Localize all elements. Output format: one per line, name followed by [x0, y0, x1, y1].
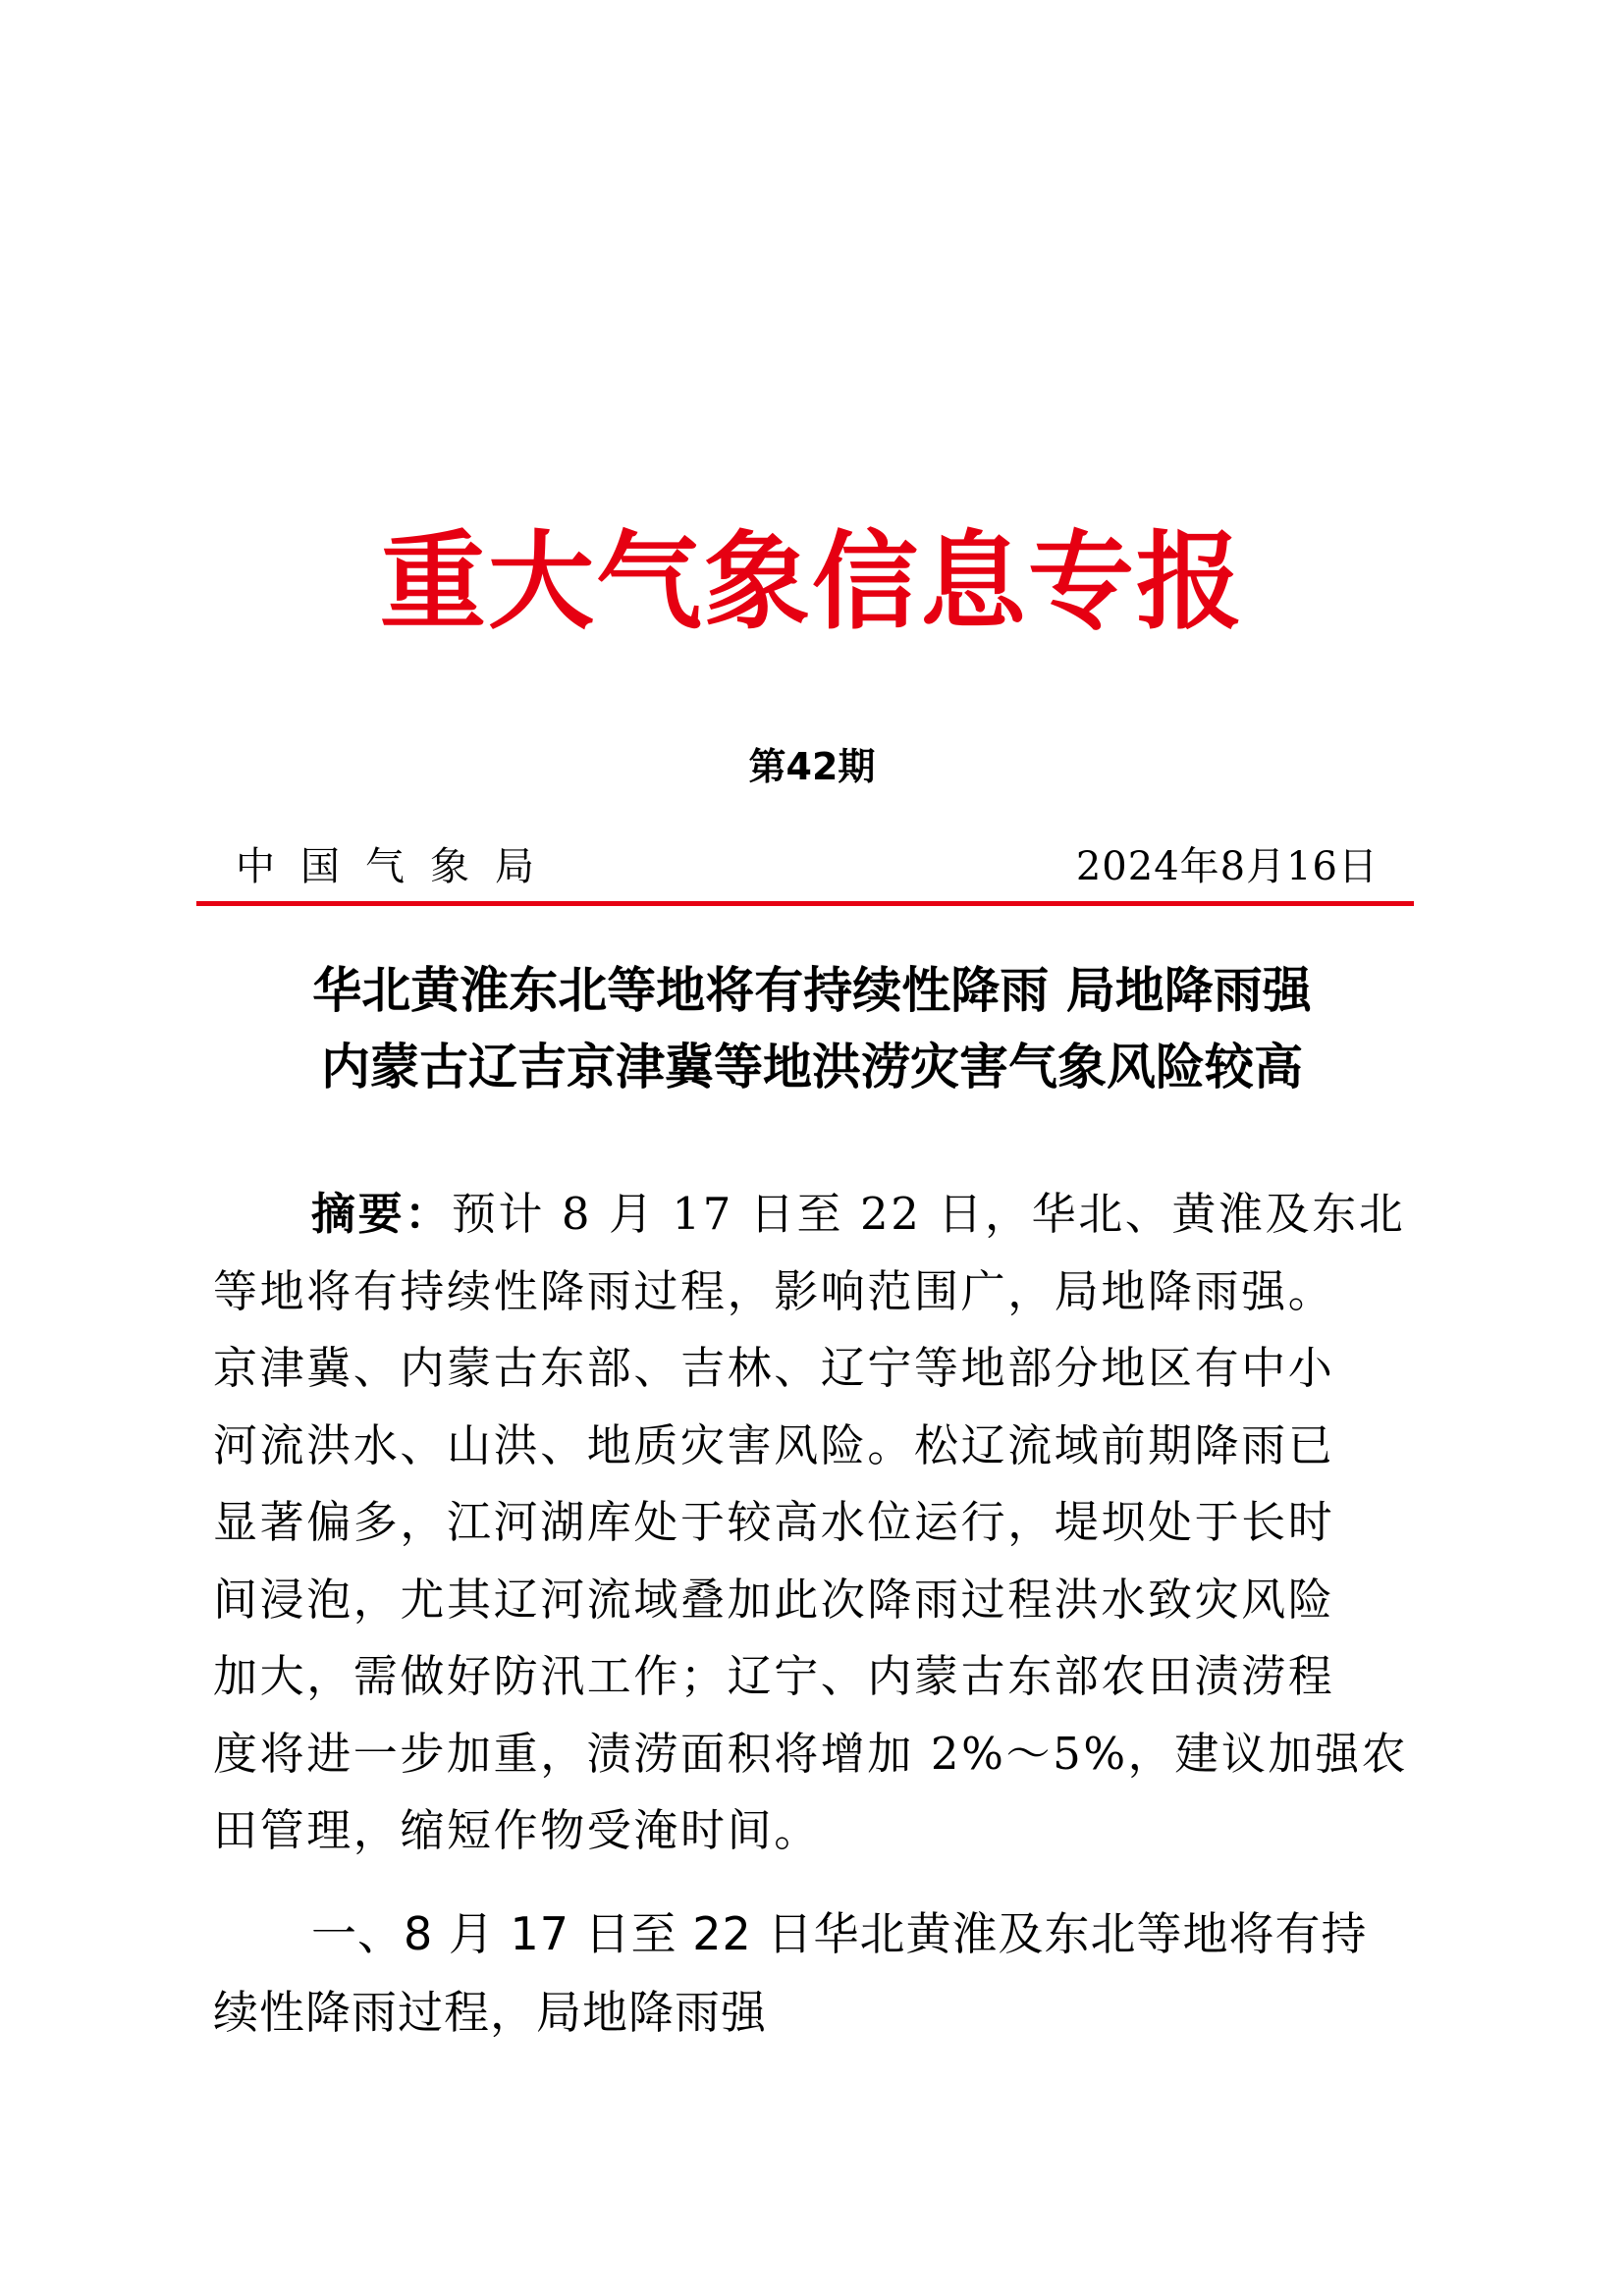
headline-line: 华北黄淮东北等地将有持续性降雨 局地降雨强 — [312, 961, 1312, 1019]
abstract-line: 显著偏多，江河湖库处于较高水位运行，堤坝处于长时 — [213, 1496, 1335, 1548]
abstract-line: 等地将有持续性降雨过程，影响范围广，局地降雨强。 — [213, 1264, 1335, 1317]
section-heading-line: 一、8 月 17 日至 22 日华北黄淮及东北等地将有持 — [311, 1907, 1368, 1960]
abstract-line: 河流洪水、山洪、地质灾害风险。松辽流域前期降雨已 — [213, 1418, 1335, 1471]
issue-date: 2024年8月16日 — [1075, 844, 1379, 889]
abstract-label: 摘要： — [311, 1188, 452, 1240]
issuer-name: 中国气象局 — [236, 844, 560, 889]
headline-line: 内蒙古辽吉京津冀等地洪涝灾害气象风险较高 — [321, 1038, 1303, 1095]
headline — [0, 952, 1624, 1105]
abstract-line: 间浸泡，尤其辽河流域叠加此次降雨过程洪水致灾风险 — [213, 1573, 1335, 1626]
document-title: 重大气象信息专报 — [379, 520, 1244, 644]
abstract-line: 田管理，缩短作物受淹时间。 — [213, 1804, 821, 1856]
red-divider-rule — [196, 901, 1414, 906]
abstract-line — [213, 1176, 1431, 1254]
abstract-text: 预计 8 月 17 日至 22 日，华北、黄淮及东北 — [451, 1188, 1406, 1240]
section-heading — [213, 1895, 1431, 2052]
masthead — [236, 842, 1388, 891]
abstract-line: 京津冀、内蒙古东部、吉林、辽宁等地部分地区有中小 — [213, 1342, 1335, 1394]
abstract-line: 加大，需做好防汛工作；辽宁、内蒙古东部农田渍涝程 — [213, 1650, 1335, 1702]
abstract-line: 度将进一步加重，渍涝面积将增加 2%～5%，建议加强农 — [213, 1727, 1409, 1780]
issue-number: 第42期 — [748, 745, 876, 788]
abstract — [213, 1176, 1431, 1870]
section-heading-line: 续性降雨过程，局地降雨强 — [213, 1986, 767, 2039]
